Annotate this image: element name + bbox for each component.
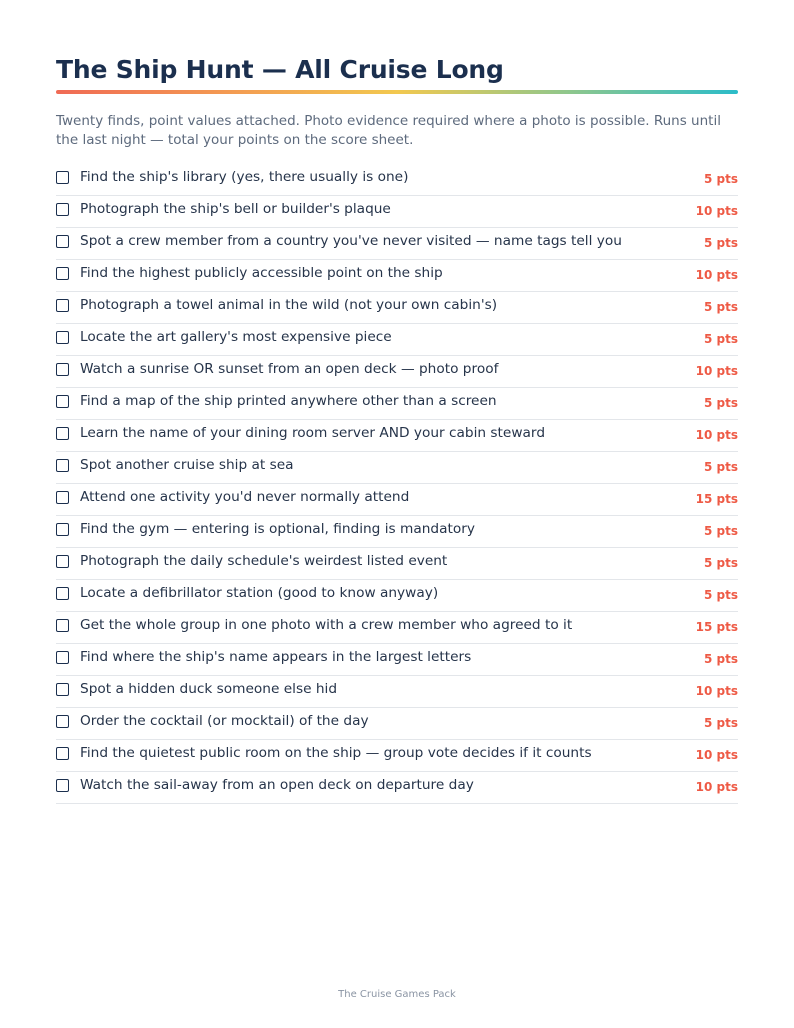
checklist-item xyxy=(56,420,738,452)
checklist-item xyxy=(56,708,738,740)
checklist-item xyxy=(56,612,738,644)
checklist-item xyxy=(56,292,738,324)
task-text: Attend one activity you'd never normally attend xyxy=(80,489,410,505)
points-value: 5 pts xyxy=(704,235,738,250)
task-text: Order the cocktail (or mocktail) of the day xyxy=(80,713,369,729)
checklist-item xyxy=(56,740,738,772)
points-value: 5 pts xyxy=(704,331,738,346)
checklist-item xyxy=(56,484,738,516)
title-gradient-divider xyxy=(56,90,738,94)
checkbox[interactable] xyxy=(56,171,69,184)
checklist-item xyxy=(56,452,738,484)
checkbox[interactable] xyxy=(56,363,69,376)
points-value: 5 pts xyxy=(704,587,738,602)
checklist-item xyxy=(56,388,738,420)
checklist-item xyxy=(56,676,738,708)
checklist-item xyxy=(56,548,738,580)
task-text: Photograph the daily schedule's weirdest listed event xyxy=(80,553,448,569)
checkbox[interactable] xyxy=(56,267,69,280)
checkbox[interactable] xyxy=(56,427,69,440)
checklist-item xyxy=(56,356,738,388)
checkbox[interactable] xyxy=(56,587,69,600)
points-value: 10 pts xyxy=(695,427,738,442)
task-text: Photograph a towel animal in the wild (not your own cabin's) xyxy=(80,297,498,313)
intro-text: Twenty finds, point values attached. Photo evidence required where a photo is possible. Runs until the last night — total your points on the score sheet. xyxy=(56,113,721,148)
points-value: 10 pts xyxy=(695,747,738,762)
task-text: Find a map of the ship printed anywhere other than a screen xyxy=(80,393,497,409)
task-text: Find where the ship's name appears in the largest letters xyxy=(80,649,472,665)
checklist-item xyxy=(56,228,738,260)
points-value: 5 pts xyxy=(704,555,738,570)
task-text: Photograph the ship's bell or builder's plaque xyxy=(80,201,391,217)
task-text: Locate a defibrillator station (good to know anyway) xyxy=(80,585,439,601)
checkbox[interactable] xyxy=(56,619,69,632)
checkbox[interactable] xyxy=(56,491,69,504)
checklist-item xyxy=(56,196,738,228)
checkbox[interactable] xyxy=(56,331,69,344)
points-value: 15 pts xyxy=(695,619,738,634)
points-value: 5 pts xyxy=(704,715,738,730)
checkbox[interactable] xyxy=(56,651,69,664)
scavenger-hunt-sheet xyxy=(56,52,738,820)
points-value: 10 pts xyxy=(695,683,738,698)
checkbox[interactable] xyxy=(56,747,69,760)
points-value: 10 pts xyxy=(695,363,738,378)
checkbox[interactable] xyxy=(56,555,69,568)
points-value: 10 pts xyxy=(695,267,738,282)
checkbox[interactable] xyxy=(56,779,69,792)
points-value: 5 pts xyxy=(704,651,738,666)
task-text: Locate the art gallery's most expensive piece xyxy=(80,329,392,345)
checkbox[interactable] xyxy=(56,203,69,216)
points-value: 10 pts xyxy=(695,203,738,218)
points-value: 5 pts xyxy=(704,299,738,314)
points-value: 5 pts xyxy=(704,459,738,474)
checklist-item xyxy=(56,324,738,356)
checkbox[interactable] xyxy=(56,523,69,536)
checklist-item xyxy=(56,164,738,196)
checklist-item xyxy=(56,516,738,548)
checkbox[interactable] xyxy=(56,459,69,472)
checklist-item xyxy=(56,772,738,804)
checklist-item xyxy=(56,580,738,612)
checkbox[interactable] xyxy=(56,235,69,248)
checkbox[interactable] xyxy=(56,683,69,696)
task-text: Find the gym — entering is optional, finding is mandatory xyxy=(80,521,475,537)
points-value: 5 pts xyxy=(704,523,738,538)
points-value: 15 pts xyxy=(695,491,738,506)
points-value: 5 pts xyxy=(704,395,738,410)
task-text: Watch a sunrise OR sunset from an open deck — photo proof xyxy=(80,361,499,377)
task-text: Spot a crew member from a country you've never visited — name tags tell you xyxy=(80,233,622,249)
task-text: Spot another cruise ship at sea xyxy=(80,457,294,473)
checkbox[interactable] xyxy=(56,395,69,408)
points-value: 10 pts xyxy=(695,779,738,794)
points-value: 5 pts xyxy=(704,171,738,186)
task-text: Watch the sail-away from an open deck on departure day xyxy=(80,777,474,793)
checklist-item xyxy=(56,260,738,292)
task-text: Find the quietest public room on the ship — group vote decides if it counts xyxy=(80,745,592,761)
footer-text: The Cruise Games Pack xyxy=(338,989,456,1000)
task-text: Spot a hidden duck someone else hid xyxy=(80,681,338,697)
hunt-checklist xyxy=(56,164,738,804)
task-text: Find the highest publicly accessible point on the ship xyxy=(80,265,443,281)
page-title: The Ship Hunt — All Cruise Long xyxy=(56,55,504,84)
task-text: Learn the name of your dining room server AND your cabin steward xyxy=(80,425,546,441)
checkbox[interactable] xyxy=(56,299,69,312)
task-text: Find the ship's library (yes, there usually is one) xyxy=(80,169,409,185)
checklist-item xyxy=(56,644,738,676)
task-text: Get the whole group in one photo with a crew member who agreed to it xyxy=(80,617,573,633)
checkbox[interactable] xyxy=(56,715,69,728)
